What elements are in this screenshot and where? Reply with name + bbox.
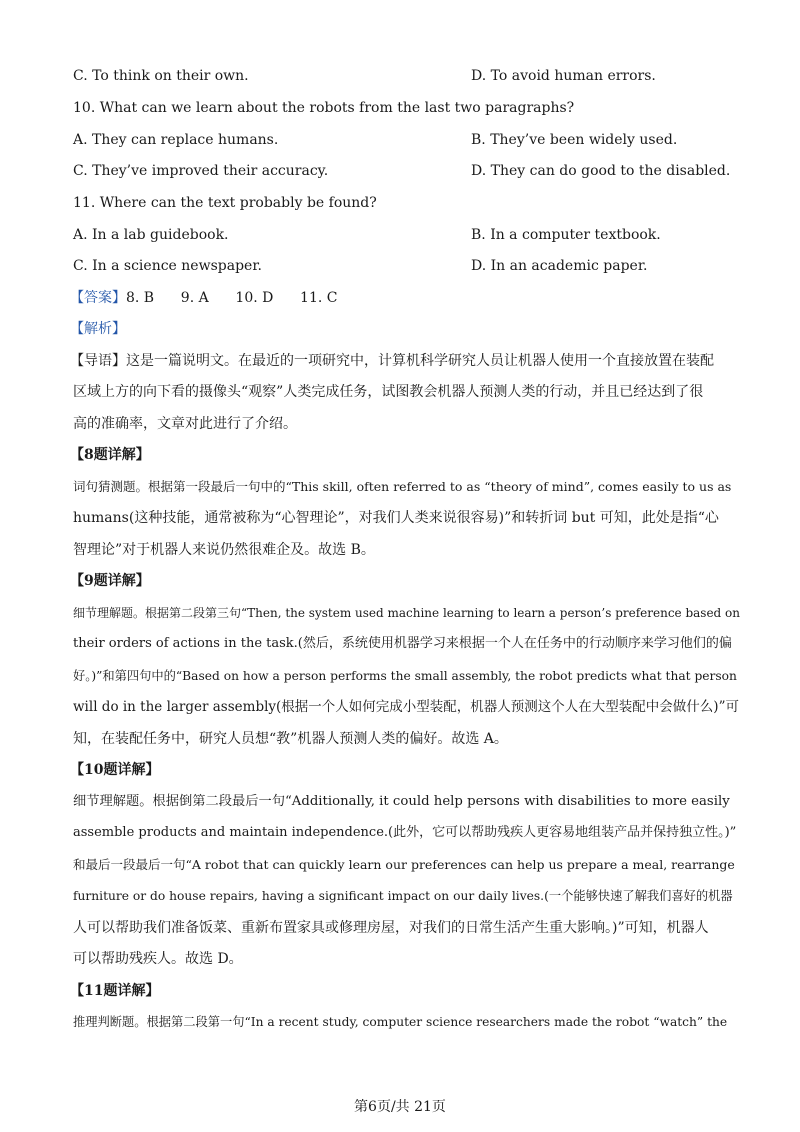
answer-label: 【答案】 (70, 290, 126, 306)
q9-option-c: C. To think on their own. (73, 68, 249, 84)
q11-stem: 11. Where can the text probably be found? (73, 195, 377, 211)
detail-10-line: assemble products and maintain independence.(此外，它可以帮助残疾人更容易地组装产品并保持独立性。)” (73, 825, 737, 840)
q10-option-a: A. They can replace humans. (73, 132, 279, 148)
detail-10-line: furniture or do house repairs, having a significant impact on our daily lives.(一个能够快速了解我们喜好的机器 (73, 889, 733, 903)
intro-line: 高的准确率，文章对此进行了介绍。 (73, 416, 297, 432)
detail-9-line: 知，在装配任务中，研究人员想“教”机器人预测人类的偏好。故选 A。 (73, 731, 508, 747)
q11-option-a: A. In a lab guidebook. (73, 227, 229, 243)
intro-line: 区域上方的向下看的摄像头“观察”人类完成任务，试图教会机器人预测人类的行动，并且已经达到了很 (73, 384, 704, 400)
detail-heading-8: 【8题详解】 (70, 447, 150, 463)
detail-8-line: 词句猜测题。根据第一段最后一句中的“This skill, often referred to as “theory of mind”, comes easily to us as (73, 479, 732, 494)
q10-option-c: C. They’ve improved their accuracy. (73, 163, 329, 179)
q9-option-d: D. To avoid human errors. (471, 68, 656, 84)
analysis-label: 【解析】 (70, 321, 126, 337)
page-number: 第6页/共 21页 (354, 1099, 446, 1115)
detail-8-line: 智理论”对于机器人来说仍然很难企及。故选 B。 (73, 542, 375, 558)
q11-option-d: D. In an academic paper. (471, 258, 648, 274)
detail-8-line: humans(这种技能，通常被称为“心智理论”，对我们人类来说很容易)”和转折词 but 可知，此处是指“心 (73, 510, 719, 526)
detail-9-line: 好。)”和第四句中的“Based on how a person performs the small assembly, the robot predicts what that person (73, 669, 737, 683)
detail-heading-9: 【9题详解】 (70, 573, 150, 589)
q11-option-row-1 (73, 225, 740, 245)
q11-option-row-2 (73, 256, 740, 276)
q10-option-row-2 (73, 161, 740, 181)
q9-option-row (73, 66, 740, 86)
q10-option-row-1 (73, 130, 740, 150)
detail-9-line: will do in the larger assembly(根据一个人如何完成小型装配，机器人预测这个人在大型装配中会做什么)”可 (73, 699, 739, 715)
detail-10-line: 和最后一段最后一句“A robot that can quickly learn our preferences can help us prepare a meal, rearrange (73, 857, 735, 872)
answer-items: 8. B 9. A 10. D 11. C (126, 290, 338, 306)
detail-10-line: 细节理解题。根据倒第二段最后一句“Additionally, it could help persons with disabilities to more easily (73, 794, 730, 809)
detail-10-line: 人可以帮助我们准备饭菜、重新布置家具或修理房屋，对我们的日常生活产生重大影响。)”可知，机器人 (73, 920, 709, 936)
q10-option-b: B. They’ve been widely used. (471, 132, 678, 148)
q11-option-c: C. In a science newspaper. (73, 258, 262, 274)
detail-heading-11: 【11题详解】 (70, 983, 160, 999)
q11-option-b: B. In a computer textbook. (471, 227, 661, 243)
detail-9-line: their orders of actions in the task.(然后，系统使用机器学习来根据一个人在任务中的行动顺序来学习他们的偏 (73, 636, 732, 651)
intro-line: 【导语】这是一篇说明文。在最近的一项研究中，计算机科学研究人员让机器人使用一个直接放置在装配 (70, 353, 714, 369)
q10-option-d: D. They can do good to the disabled. (471, 163, 731, 179)
answer-line (70, 288, 740, 308)
detail-9-line: 细节理解题。根据第二段第三句“Then, the system used machine learning to learn a person’s preference based on (73, 606, 741, 620)
q10-stem: 10. What can we learn about the robots from the last two paragraphs? (73, 100, 575, 116)
detail-heading-10: 【10题详解】 (70, 762, 160, 778)
detail-11-line: 推理判断题。根据第二段第一句“In a recent study, computer science researchers made the robot “watch” the (73, 1015, 728, 1029)
detail-10-line: 可以帮助残疾人。故选 D。 (73, 951, 243, 967)
